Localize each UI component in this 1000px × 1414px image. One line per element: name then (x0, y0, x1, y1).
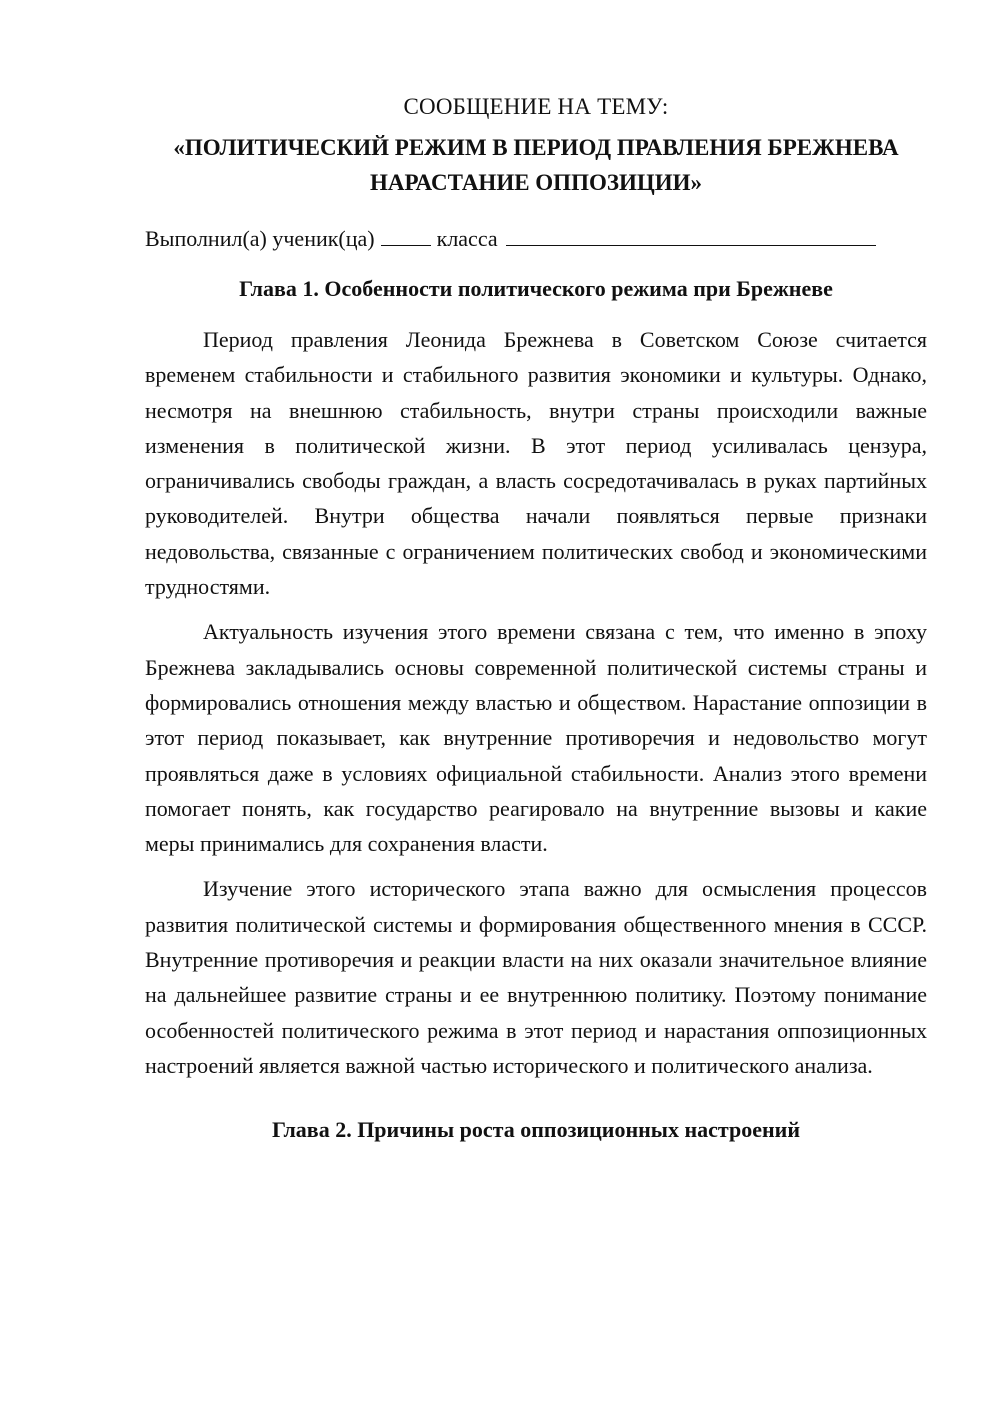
student-label: Выполнил(а) ученик(ца) (145, 226, 375, 251)
student-info-line (145, 222, 927, 256)
report-header: СООБЩЕНИЕ НА ТЕМУ: (403, 94, 669, 119)
name-blank (506, 227, 876, 246)
report-title: «ПОЛИТИЧЕСКИЙ РЕЖИМ В ПЕРИОД ПРАВЛЕНИЯ БРЕЖНЕВА НАРАСТАНИЕ ОППОЗИЦИИ» (173, 135, 899, 195)
chapter-1-paragraph-3: Изучение этого исторического этапа важно для осмысления процессов развития политической системы и формирования общественного мнения в СССР. Внутренние противоречия и реакции власти на них оказали значительное влияние на дальнейшее развитие страны и ее внутреннюю политику. Поэтому понимание особенностей политического режима в этот период и нарастания оппозиционных настроений является важной частью исторического и политического анализа. (145, 876, 927, 1078)
chapter-1-paragraph-2: Актуальность изучения этого времени связана с тем, что именно в эпоху Брежнева закладывались основы современной политической системы страны и формировались отношения между властью и обществом. Нарастание оппозиции в этот период показывает, как внутренние противоречия и недовольство могут проявляться даже в условиях официальной стабильности. Анализ этого времени помогает понять, как государство реагировало на внутренние вызовы и какие меры принимались для сохранения власти. (145, 619, 927, 857)
chapter-1-paragraph-1: Период правления Леонида Брежнева в Советском Союзе считается временем стабильности и стабильного развития экономики и культуры. Однако, несмотря на внешнюю стабильность, внутри страны происходили важные изменения в политической жизни. В этот период усиливалась цензура, ограничивались свободы граждан, а власть сосредотачивалась в руках партийных руководителей. Внутри общества начали появляться первые признаки недовольства, связанные с ограничением политических свобод и экономическими трудностями. (145, 327, 927, 600)
grade-blank (381, 227, 431, 246)
class-label: класса (436, 226, 498, 251)
document-page (145, 90, 927, 1147)
chapter-1-title: Глава 1. Особенности политического режима при Брежневе (239, 276, 833, 301)
chapter-2-title: Глава 2. Причины роста оппозиционных настроений (271, 1117, 801, 1143)
